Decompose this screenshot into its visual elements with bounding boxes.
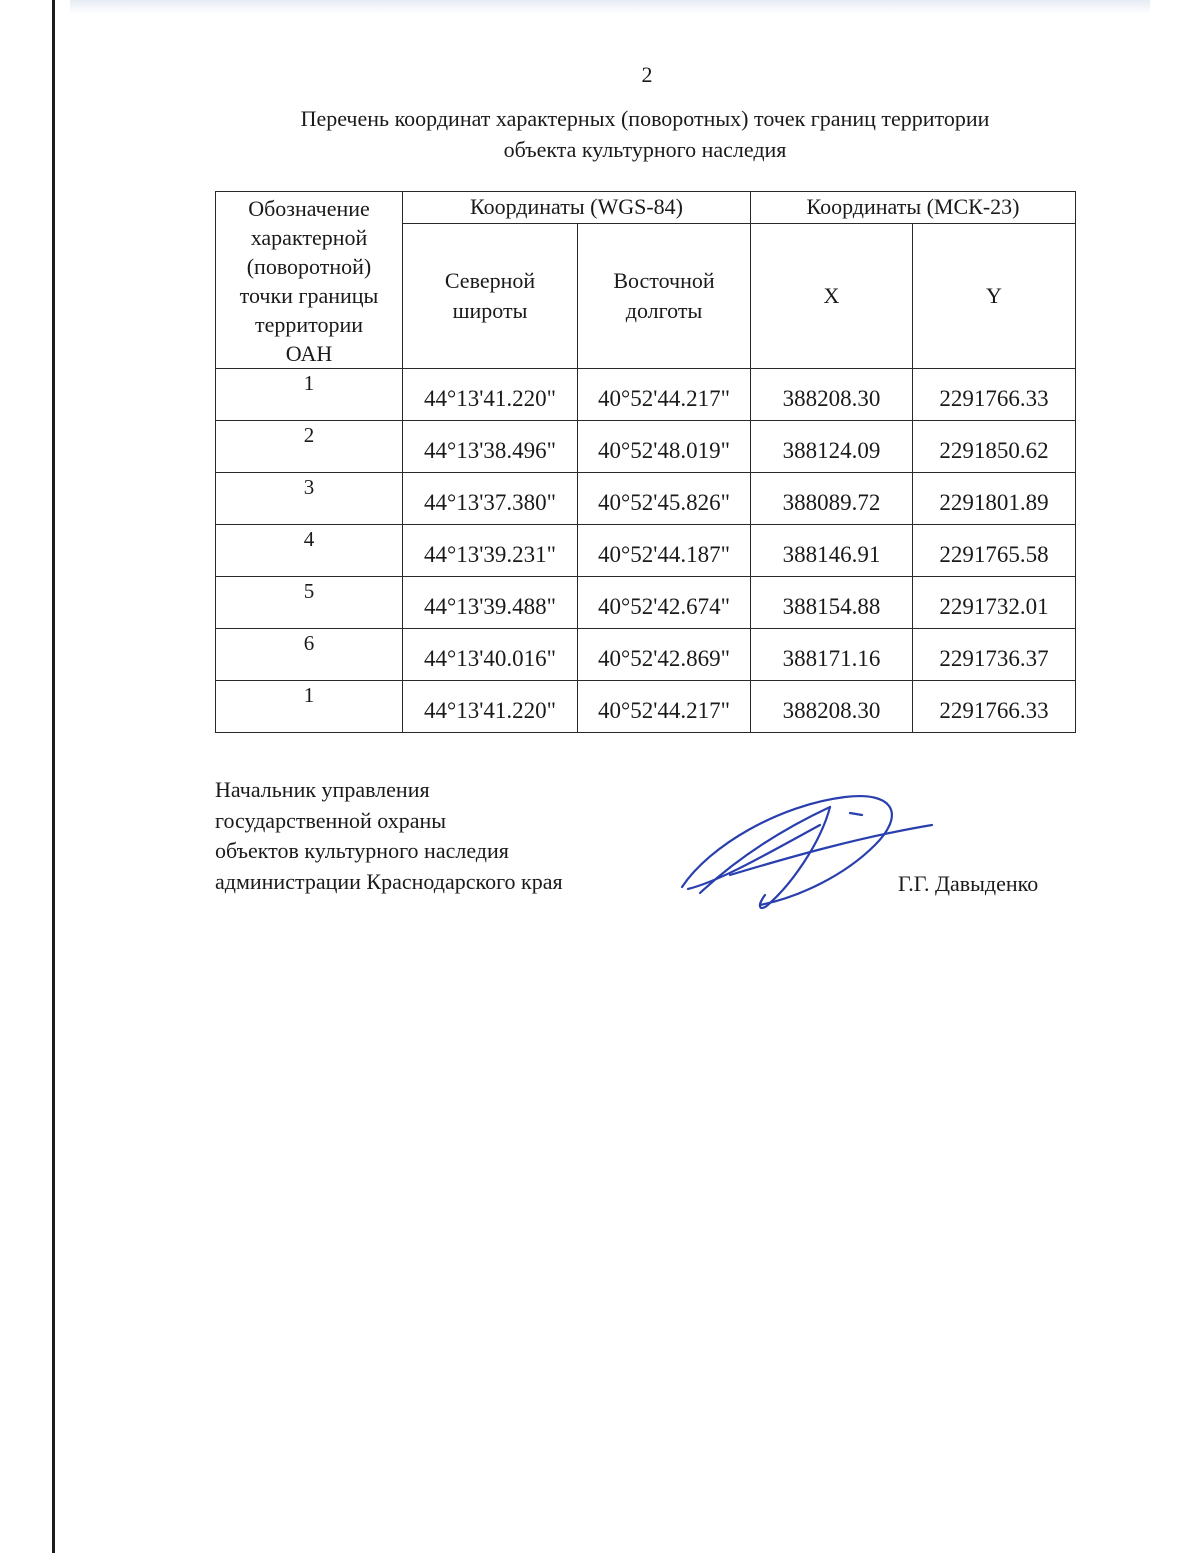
cell-y: 2291736.37 [913, 629, 1076, 681]
signer-name: Г.Г. Давыденко [898, 871, 1039, 896]
cell-x: 388154.88 [751, 577, 913, 629]
cell-x: 388208.30 [751, 681, 913, 733]
signer-position-line: государственной охраны [215, 807, 447, 833]
table-row [216, 473, 1076, 525]
cell-y: 2291850.62 [913, 421, 1076, 473]
cell-x: 388124.09 [751, 421, 913, 473]
cell-latitude: 44°13'41.220" [403, 681, 578, 733]
scan-left-edge [52, 0, 55, 1553]
cell-longitude: 40°52'44.187" [578, 525, 751, 577]
header-msk23-group: Координаты (МСК-23) [751, 192, 1076, 224]
cell-x: 388171.16 [751, 629, 913, 681]
signer-position-line: Начальник управления [215, 777, 430, 802]
table-row [216, 577, 1076, 629]
page-number: 2 [641, 62, 653, 87]
cell-longitude: 40°52'44.217" [578, 681, 751, 733]
cell-longitude: 40°52'42.869" [578, 629, 751, 681]
document-title-line-1: Перечень координат характерных (поворотных) точек границ территории [300, 106, 990, 131]
cell-point: 3 [216, 473, 403, 525]
table-row [216, 369, 1076, 421]
cell-point: 5 [216, 577, 403, 629]
header-wgs84-group: Координаты (WGS-84) [403, 192, 751, 224]
signer-position [215, 775, 563, 897]
cell-y: 2291732.01 [913, 577, 1076, 629]
cell-point: 1 [216, 369, 403, 421]
cell-longitude: 40°52'45.826" [578, 473, 751, 525]
cell-point: 2 [216, 421, 403, 473]
cell-point: 6 [216, 629, 403, 681]
cell-latitude: 44°13'37.380" [403, 473, 578, 525]
cell-x: 388089.72 [751, 473, 913, 525]
cell-y: 2291766.33 [913, 369, 1076, 421]
cell-x: 388208.30 [751, 369, 913, 421]
header-latitude: Северной широты [403, 223, 578, 368]
signer-position-line: объектов культурного наследия [215, 838, 509, 863]
cell-latitude: 44°13'40.016" [403, 629, 578, 681]
table-row [216, 421, 1076, 473]
table-row [216, 681, 1076, 733]
header-point-designation: Обозначение характерной (поворотной) точки границы территории ОАН [216, 192, 403, 369]
document-title-line-2: объекта культурного наследия [503, 137, 787, 162]
cell-latitude: 44°13'38.496" [403, 421, 578, 473]
handwritten-signature [670, 785, 940, 925]
cell-y: 2291765.58 [913, 525, 1076, 577]
scan-top-smudge [70, 0, 1150, 14]
cell-longitude: 40°52'42.674" [578, 577, 751, 629]
cell-point: 4 [216, 525, 403, 577]
cell-latitude: 44°13'39.488" [403, 577, 578, 629]
cell-x: 388146.91 [751, 525, 913, 577]
document-title [215, 103, 1075, 165]
cell-latitude: 44°13'39.231" [403, 525, 578, 577]
cell-point: 1 [216, 681, 403, 733]
cell-y: 2291801.89 [913, 473, 1076, 525]
header-y: Y [913, 223, 1076, 368]
table-row [216, 629, 1076, 681]
cell-longitude: 40°52'48.019" [578, 421, 751, 473]
cell-latitude: 44°13'41.220" [403, 369, 578, 421]
coordinates-table [215, 191, 1076, 733]
signer-position-line: администрации Краснодарского края [215, 868, 563, 894]
cell-longitude: 40°52'44.217" [578, 369, 751, 421]
header-x: X [751, 223, 913, 368]
cell-y: 2291766.33 [913, 681, 1076, 733]
header-longitude: Восточной долготы [578, 223, 751, 368]
table-row [216, 525, 1076, 577]
